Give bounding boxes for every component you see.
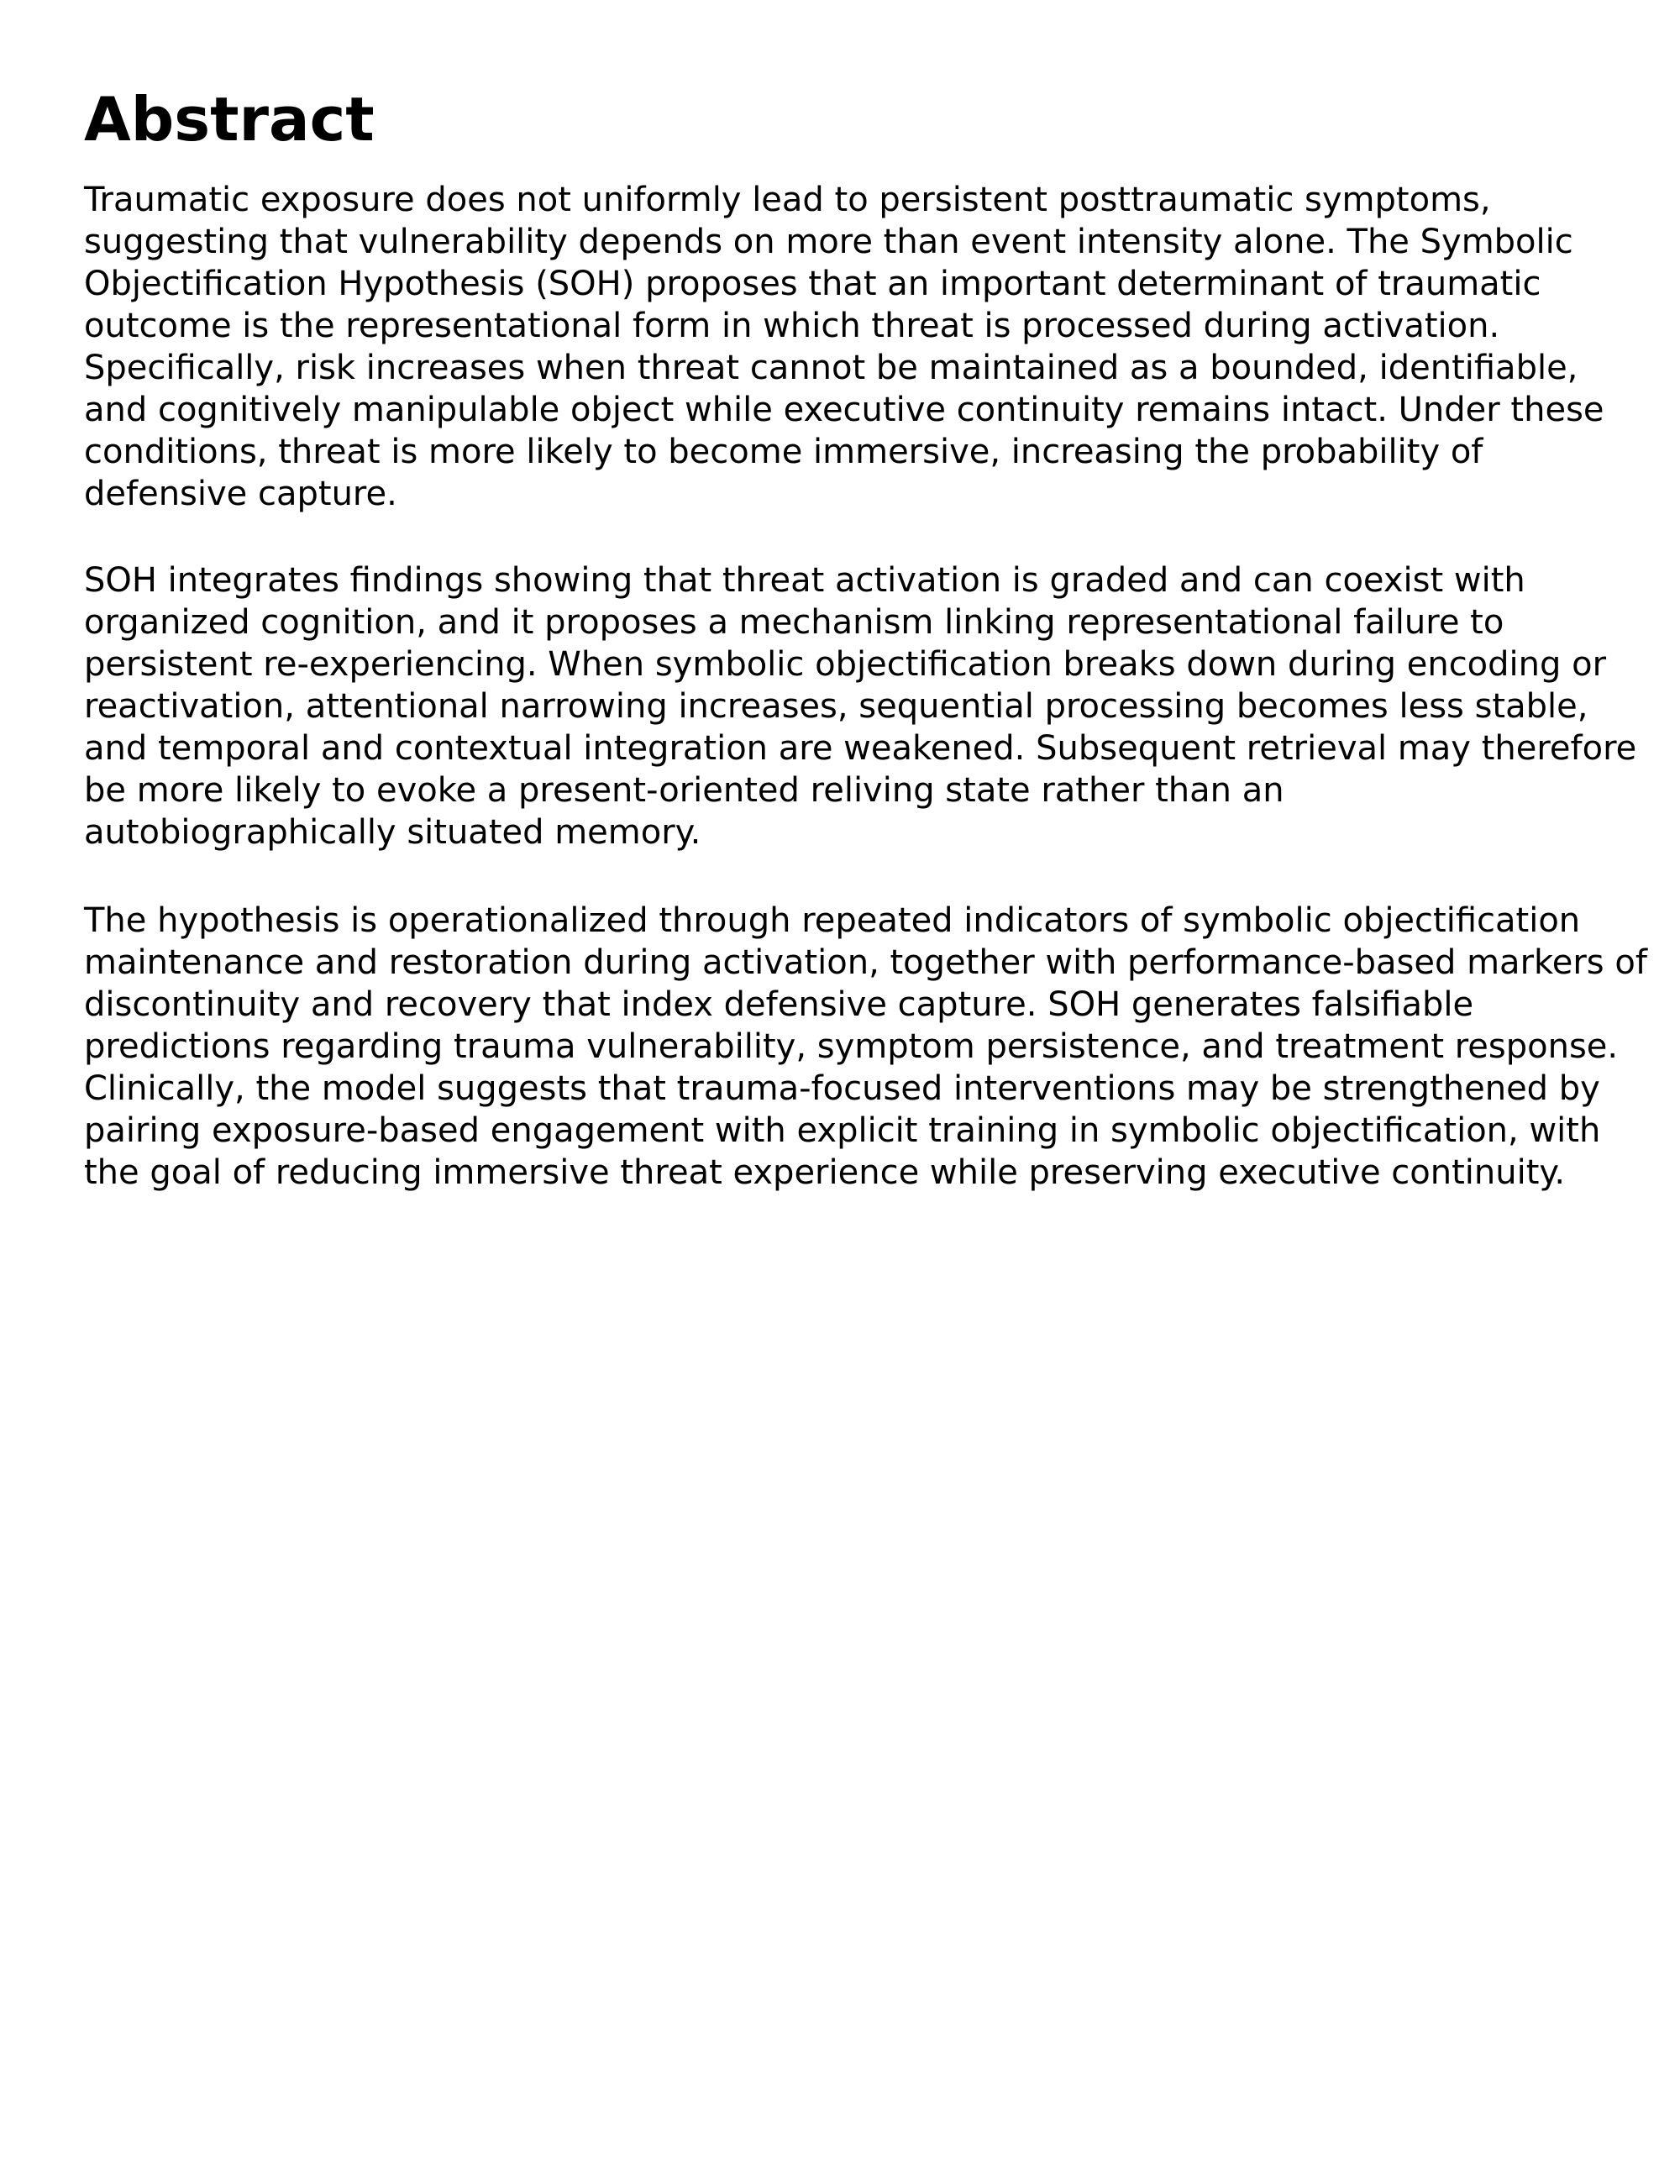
text-line: organized cognition, and it proposes a mechanism linking representational failure to xyxy=(84,603,1504,642)
text-line: The hypothesis is operationalized through repeated indicators of symbolic objectification xyxy=(84,901,1581,940)
text-line: Clinically, the model suggests that trauma-focused interventions may be strengthened by xyxy=(84,1069,1600,1108)
text-line: the goal of reducing immersive threat experience while preserving executive continuity. xyxy=(84,1153,1566,1192)
abstract-paragraph-3 xyxy=(84,900,1663,1194)
text-line: reactivation, attentional narrowing increases, sequential processing becomes less stable, xyxy=(84,687,1588,726)
text-line: SOH integrates findings showing that threat activation is graded and can coexist with xyxy=(84,561,1525,600)
text-line: predictions regarding trauma vulnerability, symptom persistence, and treatment response. xyxy=(84,1027,1619,1066)
text-line: Objectification Hypothesis (SOH) proposes that an important determinant of traumatic xyxy=(84,265,1541,303)
text-line: outcome is the representational form in which threat is processed during activation. xyxy=(84,307,1500,345)
text-line: persistent re-experiencing. When symbolic objectification breaks down during encoding or xyxy=(84,645,1607,684)
text-line: Specifically, risk increases when threat cannot be maintained as a bounded, identifiable, xyxy=(84,349,1578,387)
text-line: autobiographically situated memory. xyxy=(84,813,701,852)
text-line: discontinuity and recovery that index defensive capture. SOH generates falsifiable xyxy=(84,985,1474,1024)
text-line: Traumatic exposure does not uniformly lead to persistent posttraumatic symptoms, xyxy=(84,181,1491,219)
text-line: defensive capture. xyxy=(84,475,397,513)
text-line: conditions, threat is more likely to become immersive, increasing the probability of xyxy=(84,433,1483,471)
text-line: suggesting that vulnerability depends on more than event intensity alone. The Symbolic xyxy=(84,223,1573,261)
text-line: and temporal and contextual integration are weakened. Subsequent retrieval may therefore xyxy=(84,729,1637,768)
abstract-paragraph-2 xyxy=(84,559,1663,853)
abstract-heading: Abstract xyxy=(84,84,375,155)
text-line: and cognitively manipulable object while executive continuity remains intact. Under these xyxy=(84,391,1604,429)
text-line: be more likely to evoke a present-oriented reliving state rather than an xyxy=(84,771,1284,810)
text-line: pairing exposure-based engagement with explicit training in symbolic objectification, with xyxy=(84,1111,1601,1150)
text-line: maintenance and restoration during activation, together with performance-based markers of xyxy=(84,943,1647,982)
abstract-paragraph-1 xyxy=(84,179,1663,515)
